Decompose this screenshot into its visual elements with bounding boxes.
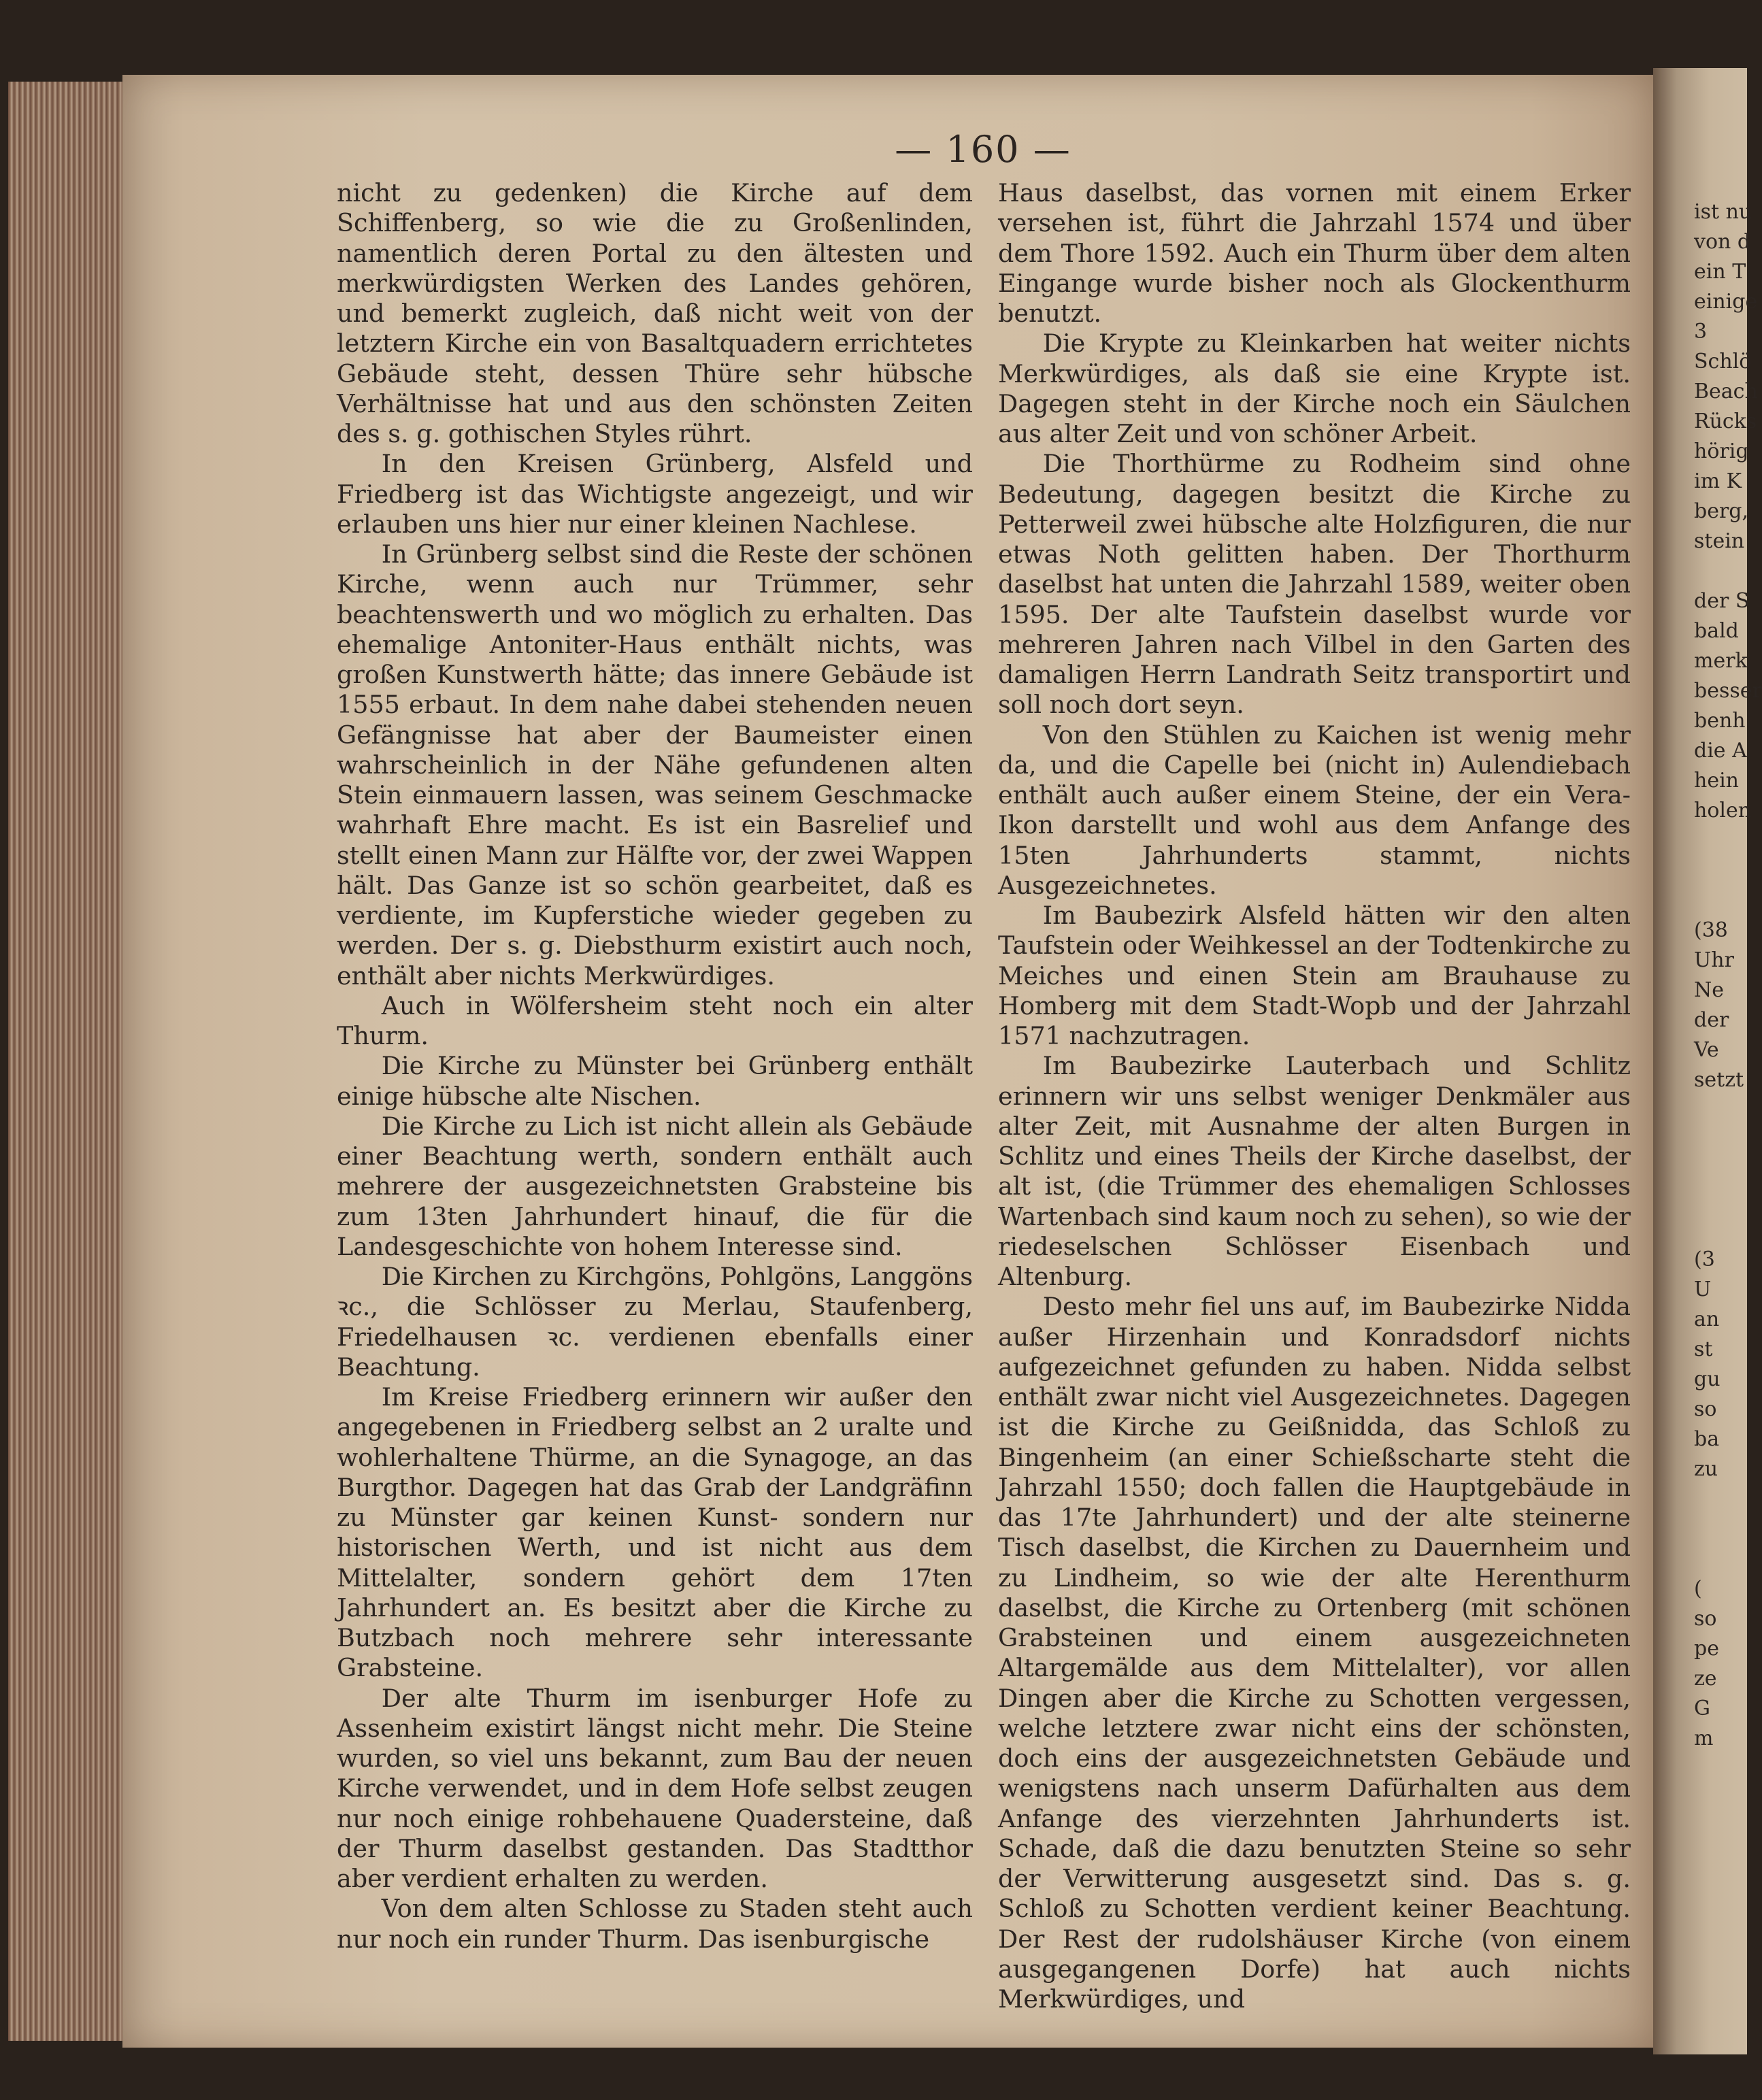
fragment-line bbox=[1694, 1215, 1747, 1245]
fragment-line: berg, bbox=[1694, 499, 1749, 523]
paragraph: Von dem alten Schlosse zu Staden steht auch nur noch ein runder Thurm. Das isenburgische bbox=[337, 1894, 973, 1954]
fragment-line: ( bbox=[1694, 1577, 1702, 1601]
fragment-line: so bbox=[1694, 1397, 1717, 1421]
fragment-line bbox=[1694, 1484, 1747, 1514]
fragment-line: einige bbox=[1694, 290, 1758, 314]
fragment-line bbox=[1694, 1514, 1747, 1544]
paragraph: Haus daselbst, das vornen mit einem Erker versehen ist, führt die Jahrzahl 1574 und über dem Thore 1592. Auch ein Thurm über dem alten Eingange wurde bisher noch als Glockenthurm benutzt. bbox=[998, 178, 1631, 328]
fragment-line bbox=[1694, 1185, 1747, 1215]
fragment-line: holen bbox=[1694, 799, 1752, 822]
fragment-line: Ve bbox=[1694, 1038, 1719, 1062]
fragment-line: (38 bbox=[1694, 918, 1728, 942]
fragment-line: ein T bbox=[1694, 260, 1746, 284]
fragment-line: besser bbox=[1694, 679, 1762, 703]
fragment-line: benh bbox=[1694, 709, 1746, 733]
fragment-line: Schlö bbox=[1694, 350, 1752, 373]
fragment-line: merk bbox=[1694, 649, 1748, 673]
paragraph: Die Kirche zu Lich ist nicht allein als Gebäude einer Beachtung werth, sondern enthält auch mehrere der ausgezeichnetsten Grabsteine bis zum 13ten Jahrhundert hinauf, die für die Landesgeschichte von hohem Interesse sind. bbox=[337, 1111, 973, 1261]
fragment-line bbox=[1694, 1125, 1747, 1155]
fragment-line: zu bbox=[1694, 1457, 1718, 1481]
fragment-line: Uhr bbox=[1694, 948, 1734, 972]
fragment-line: st bbox=[1694, 1337, 1713, 1361]
fragment-line bbox=[1694, 826, 1747, 856]
fragment-line bbox=[1694, 556, 1747, 586]
fragment-line: hörig bbox=[1694, 439, 1749, 463]
fragment-line: Rücks bbox=[1694, 410, 1757, 433]
fragment-line: die A bbox=[1694, 739, 1747, 763]
paragraph: In Grünberg selbst sind die Reste der schönen Kirche, wenn auch nur Trümmer, sehr beachtenswerth und wo möglich zu erhalten. Das ehemalige Antoniter-Haus enthält nichts, was großen Kunstwerth hätte; das innere Gebäude ist 1555 erbaut. In dem nahe dabei stehenden neuen Gefängnisse hat aber der Baumeister einen wahrscheinlich in der Nähe gefundenen alten Stein einmauern lassen, was seinem Geschmacke wahrhaft Ehre macht. Es ist ein Basrelief und stellt einen Mann zur Hälfte vor, der zwei Wappen hält. Das Ganze ist so schön gearbeitet, daß es verdiente, im Kupferstiche wieder gegeben zu werden. Der s. g. Diebsthurm existirt auch noch, enthält aber nichts Merkwürdiges. bbox=[337, 539, 973, 990]
fragment-line bbox=[1694, 1095, 1747, 1125]
fragment-line: G bbox=[1694, 1697, 1710, 1720]
fragment-line: m bbox=[1694, 1727, 1714, 1750]
fragment-line: pe bbox=[1694, 1637, 1719, 1661]
paragraph: Die Kirche zu Münster bei Grünberg enthält einige hübsche alte Nischen. bbox=[337, 1051, 973, 1111]
fragment-line: hein bbox=[1694, 769, 1739, 793]
paragraph: Die Thorthürme zu Rodheim sind ohne Bedeutung, dagegen besitzt die Kirche zu Petterweil zwei hübsche alte Holzfiguren, die nur etwas Noth gelitten haben. Der Thorthurm daselbst hat unten die Jahrzahl 1589, weiter oben 1595. Der alte Taufstein daselbst wurde vor mehreren Jahren nach Vilbel in den Garten des damaligen Herrn Landrath Seitz transportirt und soll noch dort seyn. bbox=[998, 449, 1631, 720]
fragment-line: im K bbox=[1694, 469, 1742, 493]
fragment-line bbox=[1694, 856, 1747, 886]
fragment-line: so bbox=[1694, 1607, 1717, 1631]
book-page-edges bbox=[8, 82, 124, 2041]
fragment-line: von d bbox=[1694, 230, 1751, 254]
fragment-line bbox=[1694, 886, 1747, 916]
right-text-column bbox=[998, 178, 1631, 2014]
page-number: — 160 — bbox=[895, 128, 1071, 171]
fragment-line: der bbox=[1694, 1008, 1729, 1032]
paragraph: Die Kirchen zu Kirchgöns, Pohlgöns, Langgöns ꝛc., die Schlösser zu Merlau, Staufenberg, Friedelhausen ꝛc. verdienen ebenfalls einer Beachtung. bbox=[337, 1262, 973, 1382]
fragment-line: ist nu bbox=[1694, 200, 1752, 224]
fragment-line: (3 bbox=[1694, 1248, 1715, 1271]
fragment-line: Beach bbox=[1694, 380, 1758, 403]
paragraph: Die Krypte zu Kleinkarben hat weiter nichts Merkwürdiges, als daß sie eine Krypte ist. Dagegen steht in der Kirche noch ein Säulchen aus alter Zeit und von schöner Arbeit. bbox=[998, 329, 1631, 448]
paragraph: In den Kreisen Grünberg, Alsfeld und Friedberg ist das Wichtigste angezeigt, und wir erlauben uns hier nur einer kleinen Nachlese. bbox=[337, 449, 973, 539]
fragment-line bbox=[1694, 1544, 1747, 1574]
left-text-column bbox=[337, 178, 973, 1954]
paragraph: Auch in Wölfersheim steht noch ein alter Thurm. bbox=[337, 990, 973, 1050]
fragment-line: U bbox=[1694, 1278, 1712, 1301]
fragment-line: stein bbox=[1694, 529, 1745, 553]
fragment-line: bald bbox=[1694, 619, 1739, 643]
paragraph: Der alte Thurm im isenburger Hofe zu Assenheim existirt längst nicht mehr. Die Steine wurden, so viel uns bekannt, zum Bau der neuen Kirche verwendet, und in dem Hofe selbst zeugen nur noch einige rohbehauene Quadersteine, daß der Thurm daselbst gestanden. Das Stadtthor aber verdient erhalten zu werden. bbox=[337, 1683, 973, 1893]
paragraph: Im Baubezirke Lauterbach und Schlitz erinnern wir uns selbst weniger Denkmäler aus alter Zeit, mit Ausnahme der alten Burgen in Schlitz und eines Theils der Kirche daselbst, der alt ist, (die Trümmer des ehemaligen Schlosses Wartenbach sind kaum noch zu sehen), so wie der riedeselschen Schlösser Eisenbach und Altenburg. bbox=[998, 1051, 1631, 1291]
fragment-line: der S bbox=[1694, 589, 1750, 613]
paragraph: Desto mehr fiel uns auf, im Baubezirke Nidda außer Hirzenhain und Konradsdorf nichts aufgezeichnet gefunden zu haben. Nidda selbst enthält zwar nicht viel Ausgezeichnetes. Dagegen ist die Kirche zu Geißnidda, das Schloß zu Bingenheim (an einer Schießscharte steht die Jahrzahl 1550; doch fallen die Hauptgebäude in das 17te Jahrhundert) und der alte steinerne Tisch daselbst, die Kirchen zu Dauernheim und zu Lindheim, so wie der alte Herenthurm daselbst, die Kirche zu Ortenberg (mit schönen Grabsteinen und einem ausgezeichneten Altargemälde aus dem Mittelalter), vor allen Dingen aber die Kirche zu Schotten vergessen, welche letztere zwar nicht eins der schönsten, doch eins der ausgezeichnetsten Gebäude und wenigstens nach unserm Dafürhalten aus dem Anfange des vierzehnten Jahrhunderts ist. Schade, daß die dazu benutzten Steine so sehr der Verwitterung ausgesetzt sind. Das s. g. Schloß zu Schotten verdient keiner Beachtung. Der Rest der rudolshäuser Kirche (von einem ausgegangenen Dorfe) hat auch nichts Merkwürdiges, und bbox=[998, 1292, 1631, 2014]
fragment-line bbox=[1694, 1155, 1747, 1185]
paragraph: Im Baubezirk Alsfeld hätten wir den alten Taufstein oder Weihkessel an der Todtenkirche zu Meiches und einen Stein am Brauhause zu Homberg mit dem Stadt-Wopb und der Jahrzahl 1571 nachzutragen. bbox=[998, 901, 1631, 1050]
paragraph: Im Kreise Friedberg erinnern wir außer den angegebenen in Friedberg selbst an 2 uralte und wohlerhaltene Thürme, an die Synagoge, an das Burgthor. Dagegen hat das Grab der Landgräfinn zu Münster gar keinen Kunst- sondern nur historischen Werth, und ist nicht aus dem Mittelalter, sondern gehört dem 17ten Jahrhundert an. Es besitzt aber die Kirche zu Butzbach noch mehrere sehr interessante Grabsteine. bbox=[337, 1382, 973, 1683]
fragment-line: an bbox=[1694, 1307, 1720, 1331]
fragment-line: setzt bbox=[1694, 1068, 1744, 1092]
fragment-line: Ne bbox=[1694, 978, 1725, 1002]
adjacent-page-text-fragments bbox=[1694, 197, 1762, 1754]
fragment-line: gu bbox=[1694, 1367, 1721, 1391]
paragraph: Von den Stühlen zu Kaichen ist wenig mehr da, und die Capelle bei (nicht in) Aulendiebach enthält auch außer einem Steine, der ein Vera-Ikon darstellt und wohl aus dem Anfange des 15ten Jahrhunderts stammt, nichts Ausgezeichnetes. bbox=[998, 720, 1631, 900]
fragment-line: ze bbox=[1694, 1667, 1717, 1690]
fragment-line: 3 bbox=[1694, 320, 1708, 344]
fragment-line: ba bbox=[1694, 1427, 1720, 1451]
paragraph: nicht zu gedenken) die Kirche auf dem Schiffenberg, so wie die zu Großenlinden, namentlich deren Portal zu den ältesten und merkwürdigsten Werken des Landes gehören, und bemerkt zugleich, daß nicht weit von der letztern Kirche ein von Basaltquadern errichtetes Gebäude steht, dessen Thüre sehr hübsche Verhältnisse hat und aus den schönsten Zeiten des s. g. gothischen Styles rührt. bbox=[337, 178, 973, 448]
